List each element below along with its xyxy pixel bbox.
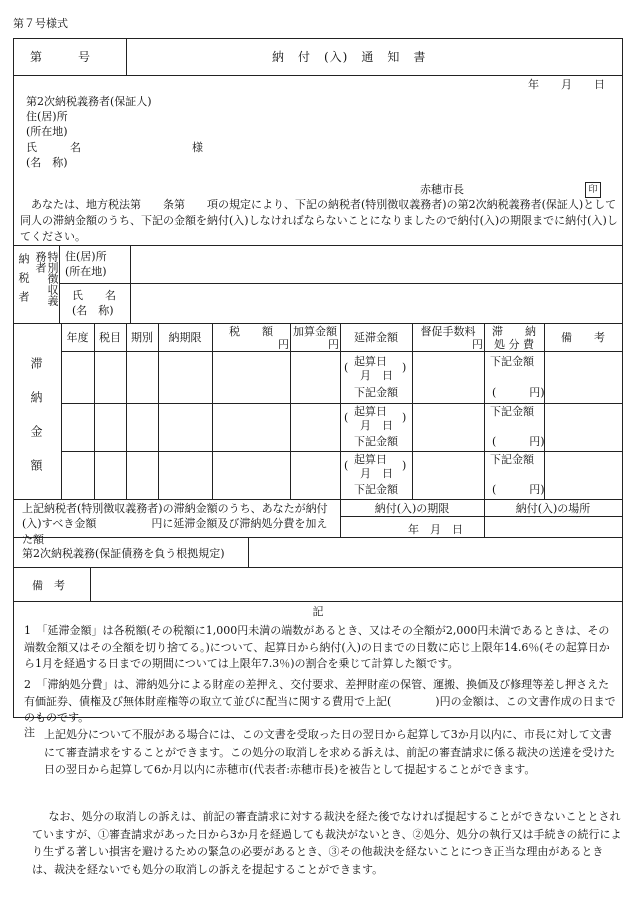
arrears-side-label: 滞納金額 [29,357,43,493]
notice-form [13,38,623,724]
col-late-amount: 延滞金額 [354,331,398,344]
paren-open: ( [344,361,349,374]
taxpayer-name-label: 氏 名 [72,289,116,302]
col-tax-item: 税目 [99,331,121,344]
taxpayer-location-label: (所在地) [65,265,107,278]
addressee-address-label: 住(居)所 [26,110,68,123]
deadline-label: 納付(入)の期限 [374,502,450,515]
special-collector-label: 特別徴収義務者 [34,251,59,306]
issue-date: 年 月 日 [528,78,605,91]
col-reminder-fee-unit: 円 [472,338,483,351]
paren-open: ( [344,411,349,424]
col-due-date: 納期限 [168,331,202,344]
remarks-label: 備 考 [32,579,65,592]
disposal-yen: ( 円) [492,435,545,448]
seal-stamp: 印 [585,182,601,198]
start-date-label: 起算日 [354,355,387,368]
col-remarks: 備 考 [561,331,605,344]
taxpayer-name-alt-label: (名 称) [72,304,114,317]
footer-label: 注 [24,726,35,739]
note-item-2: 2 「滞納処分費」は、滞納処分による財産の差押え、交付要求、差押財産の保管、運搬、換価及び修理等差し押さえた有価証券、債権及び無体財産権等の取立て並びに配当に関する費用で上記( )円の金額は、この文書作成の日までのものです。 [24,678,616,724]
disposal-note: 下記金額 [490,453,534,466]
footer-appeal-text: 上記処分について不服がある場合には、この文書を受取った日の翌日から起算して3か月以内に、市長に対して文書にて審査請求をすることができます。この処分の取消しを求める訴えは、前記の審査請求に係る裁決の送達を受けた日の翌日から起算して6か月以内に赤穂市(代表者:赤穂市長)を被告として提起することができます。 [44,728,616,777]
payment-statement: 上記納税者(特別徴収義務者)の滞納金額のうち、あなたが納付(入)すべき金額 円に延滞金額及び滞納処分費を加えた額 [22,502,328,546]
paren-close: ) [402,411,407,424]
start-month-day: 月 日 [360,467,393,480]
late-note: 下記金額 [354,483,398,496]
paren-close: ) [402,459,407,472]
start-month-day: 月 日 [360,419,393,432]
addressee-role: 第2次納税義務者(保証人) [26,95,152,108]
col-period: 期別 [131,331,153,344]
start-month-day: 月 日 [360,369,393,382]
disposal-yen: ( 円) [492,386,545,399]
col-fiscal-year: 年度 [66,331,89,344]
col-tax-amount-unit: 円 [278,338,289,351]
paren-open: ( [344,459,349,472]
notice-text: あなたは、地方税法第 条第 項の規定により、下記の納税者(特別徴収義務者)の第2次納税義務者(保証人)として同人の滞納金額のうち、下記の金額を納付(入)しなければならないことになりましたので納付(入)の期限までに納付(入)してください。 [20,198,618,243]
disposal-note: 下記金額 [490,405,534,418]
disposal-yen: ( 円) [492,483,545,496]
start-date-label: 起算日 [354,405,387,418]
col-tax-amount: 税 額 [229,325,273,338]
late-note: 下記金額 [354,386,398,399]
document-title: 納 付 (入) 通 知 書 [272,50,427,64]
form-code: 第７号様式 [13,17,68,30]
col-added-amount-unit: 円 [328,338,339,351]
honorific: 様 [192,141,203,154]
addressee-name-label: 氏 名 [26,141,81,154]
issuer-name: 赤穂市長 [420,183,464,196]
col-disposal-fee-line2: 処 分 費 [494,338,534,351]
col-disposal-fee: 滞 納 [492,325,536,338]
taxpayer-address-label: 住(居)所 [65,250,107,263]
paren-close: ) [402,361,407,374]
col-reminder-fee: 督促手数料 [420,325,476,338]
number-label: 第 号 [30,50,91,64]
footer-lawsuit-text: なお、処分の取消しの訴えは、前記の審査請求に対する裁決を経た後でなければ提起することができないこととされていますが、①審査請求があった日から3か月を経過しても裁決がないとき、②処分、処分の執行又は手続きの続行により生ずる著しい損害を避けるための緊急の必要があるとき、③その他裁決を経ないことにつき正当な理由があるときは、裁決を経ないでも処分の取消しの訴えを提起することができます。 [32,810,622,876]
addressee-location-label: (所在地) [26,125,68,138]
liability-basis-label: 第2次納税義務(保証債務を負う根拠規定) [22,547,225,560]
disposal-note: 下記金額 [490,355,534,368]
col-added-amount: 加算金額 [293,325,337,338]
late-note: 下記金額 [354,435,398,448]
place-label: 納付(入)の場所 [515,502,591,515]
addressee-name-alt-label: (名 称) [26,156,68,169]
deadline-value: 年 月 日 [408,523,463,536]
start-date-label: 起算日 [354,453,387,466]
taxpayer-label: 納税者 [17,253,30,310]
note-item-1: 1 「延滞金額」は各税額(その税額に1,000円未満の端数があるとき、又はその全額が2,000円未満であるときは、その端数金額又はその全額を切り捨てる。)について、起算日から納付(入)の日までの日数に応じ上限年14.6％(その起算日から1月を経過する日までの期間については上限年7.3％)の割合を乗じて計算した額です。 [24,624,610,670]
notes-heading: 記 [312,605,324,618]
